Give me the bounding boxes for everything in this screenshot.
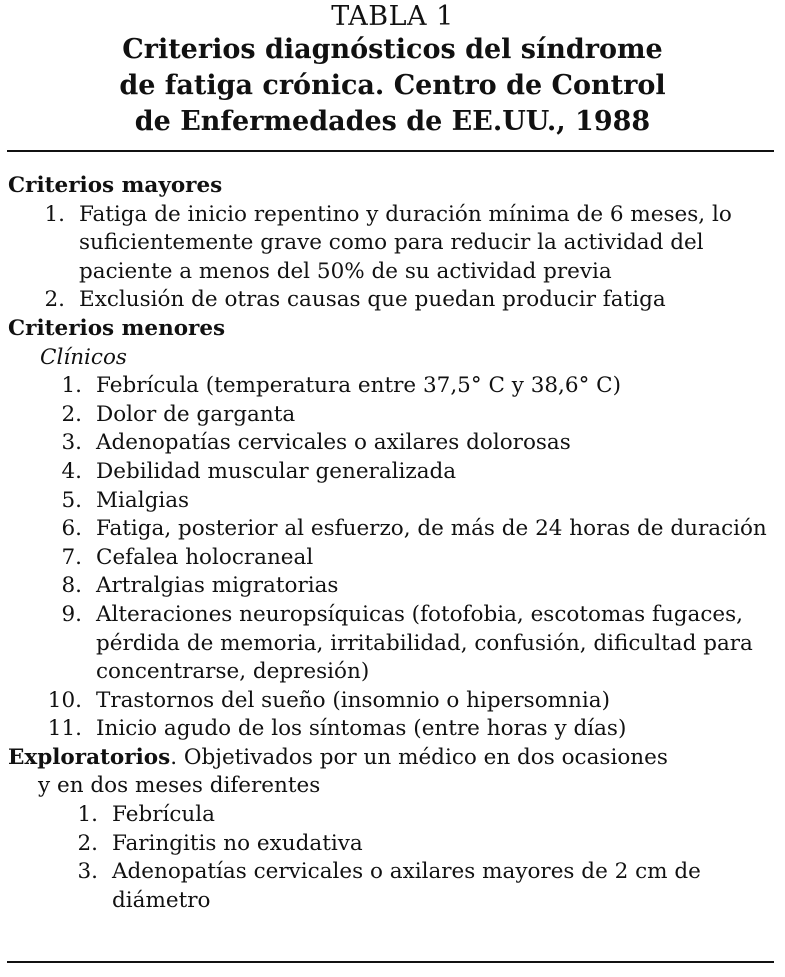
list-item xyxy=(12,687,773,716)
item-text: Alteraciones neuropsíquicas (fotofobia, escotomas fugaces, pérdida de memoria, irritabilidad, confusión, dificultad para concentrarse, depresión) xyxy=(96,601,753,685)
list-item xyxy=(13,286,773,315)
clinical-subheading: Clínicos xyxy=(40,344,127,370)
item-number: 11. xyxy=(47,716,82,742)
item-number: 2. xyxy=(61,401,82,427)
bottom-divider xyxy=(7,961,774,963)
item-text: Debilidad muscular generalizada xyxy=(96,458,457,484)
item-text: Febrícula xyxy=(112,802,215,828)
minor-criteria-heading: Criterios menores xyxy=(8,315,226,341)
item-number: 1. xyxy=(44,201,65,227)
item-number: 8. xyxy=(61,573,82,599)
item-text: Adenopatías cervicales o axilares dolorosas xyxy=(96,430,571,456)
table-title-line: Criterios diagnósticos del síndrome xyxy=(122,34,663,65)
item-text: Dolor de garganta xyxy=(96,401,296,427)
item-text: Fatiga de inicio repentino y duración mínima de 6 meses, lo suficientemente grave como para reducir la actividad del paciente a menos del 50% de su actividad previa xyxy=(79,201,732,284)
item-text: Trastornos del sueño (insomnio o hipersomnia) xyxy=(96,687,610,713)
list-item xyxy=(12,515,773,544)
top-divider xyxy=(7,150,774,152)
exploratory-description-continuation: y en dos meses diferentes xyxy=(38,773,321,799)
item-number: 10. xyxy=(47,687,82,713)
table-title-line: de Enfermedades de EE.UU., 1988 xyxy=(134,106,651,137)
list-item xyxy=(12,830,773,859)
exploratory-heading xyxy=(8,744,773,773)
major-criteria-list xyxy=(8,201,773,315)
item-number: 5. xyxy=(61,487,82,513)
item-number: 1. xyxy=(77,802,98,828)
list-item xyxy=(12,601,773,687)
table-title xyxy=(40,32,745,140)
item-number: 1. xyxy=(61,373,82,399)
item-text: Artralgias migratorias xyxy=(96,573,339,599)
item-number: 7. xyxy=(61,544,82,570)
exploratory-criteria-list xyxy=(8,801,773,915)
table-header xyxy=(0,0,785,140)
item-text: Mialgias xyxy=(96,487,190,513)
item-number: 2. xyxy=(77,830,98,856)
list-item xyxy=(12,429,773,458)
list-item xyxy=(12,401,773,430)
exploratory-description: . Objetivados por un médico en dos ocasiones xyxy=(170,744,668,770)
clinical-criteria-list xyxy=(8,372,773,744)
list-item xyxy=(12,801,773,830)
item-text: Inicio agudo de los síntomas (entre horas y días) xyxy=(96,716,627,742)
list-item xyxy=(12,572,773,601)
item-text: Febrícula (temperatura entre 37,5° C y 38,6° C) xyxy=(96,373,621,399)
item-number: 2. xyxy=(44,287,65,313)
list-item xyxy=(12,715,773,744)
list-item xyxy=(12,458,773,487)
table-body xyxy=(8,172,773,915)
item-number: 9. xyxy=(61,601,82,627)
list-item xyxy=(12,487,773,516)
item-number: 3. xyxy=(61,430,82,456)
item-text: Cefalea holocraneal xyxy=(96,544,314,570)
major-criteria-heading: Criterios mayores xyxy=(8,173,223,198)
item-text: Exclusión de otras causas que puedan producir fatiga xyxy=(79,287,666,313)
list-item xyxy=(13,201,773,287)
item-text: Fatiga, posterior al esfuerzo, de más de 24 horas de duración xyxy=(96,516,767,542)
item-number: 6. xyxy=(61,516,82,542)
item-text: Adenopatías cervicales o axilares mayores de 2 cm de diámetro xyxy=(112,859,701,913)
list-item xyxy=(12,858,773,915)
list-item xyxy=(12,544,773,573)
item-number: 4. xyxy=(61,458,82,484)
table-number: TABLA 1 xyxy=(331,1,454,32)
table-title-line: de fatiga crónica. Centro de Control xyxy=(119,70,666,101)
exploratory-title: Exploratorios xyxy=(8,744,171,770)
list-item xyxy=(12,372,773,401)
item-number: 3. xyxy=(77,859,98,885)
item-text: Faringitis no exudativa xyxy=(112,830,363,856)
